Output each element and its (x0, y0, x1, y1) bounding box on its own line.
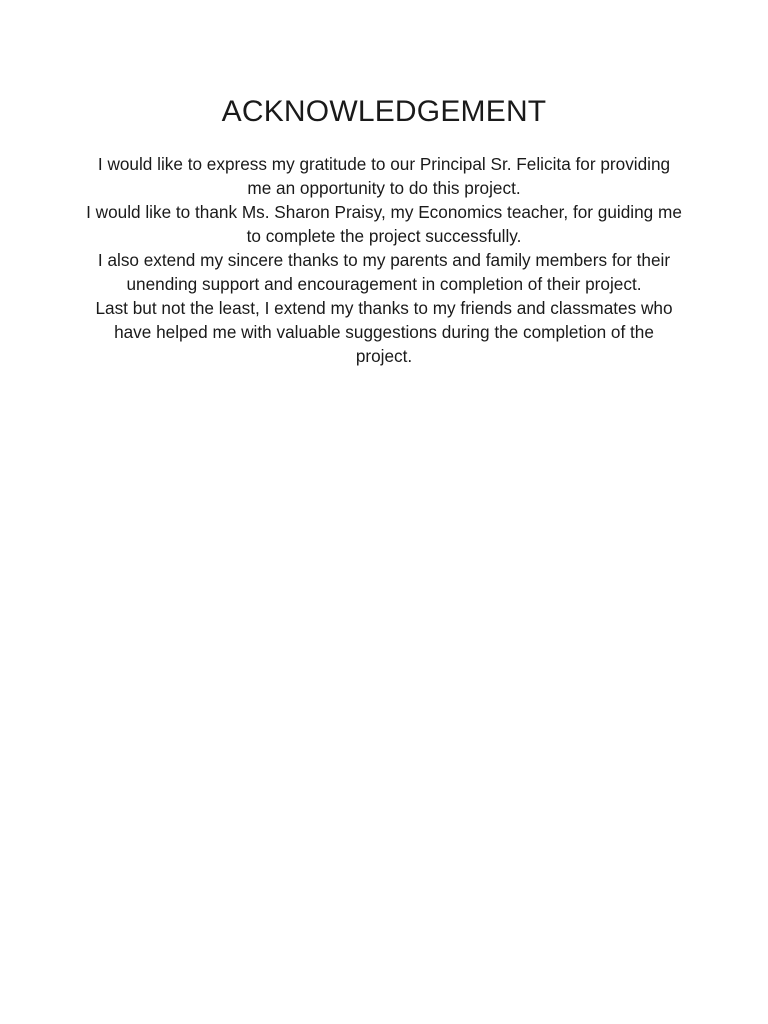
paragraph-principal: I would like to express my gratitude to our Principal Sr. Felicita for providing me an opportunity to do this project. (97, 154, 671, 198)
page-title: ACKNOWLEDGEMENT (221, 95, 547, 128)
acknowledgement-body (84, 152, 684, 368)
paragraph-friends: Last but not the least, I extend my thanks to my friends and classmates who have helped me with valuable suggestions during the completion of the project. (95, 298, 673, 366)
paragraph-teacher: I would like to thank Ms. Sharon Praisy, my Economics teacher, for guiding me to complete the project successfully. (86, 202, 682, 246)
paragraph-family: I also extend my sincere thanks to my parents and family members for their unending support and encouragement in completion of their project. (97, 250, 671, 294)
